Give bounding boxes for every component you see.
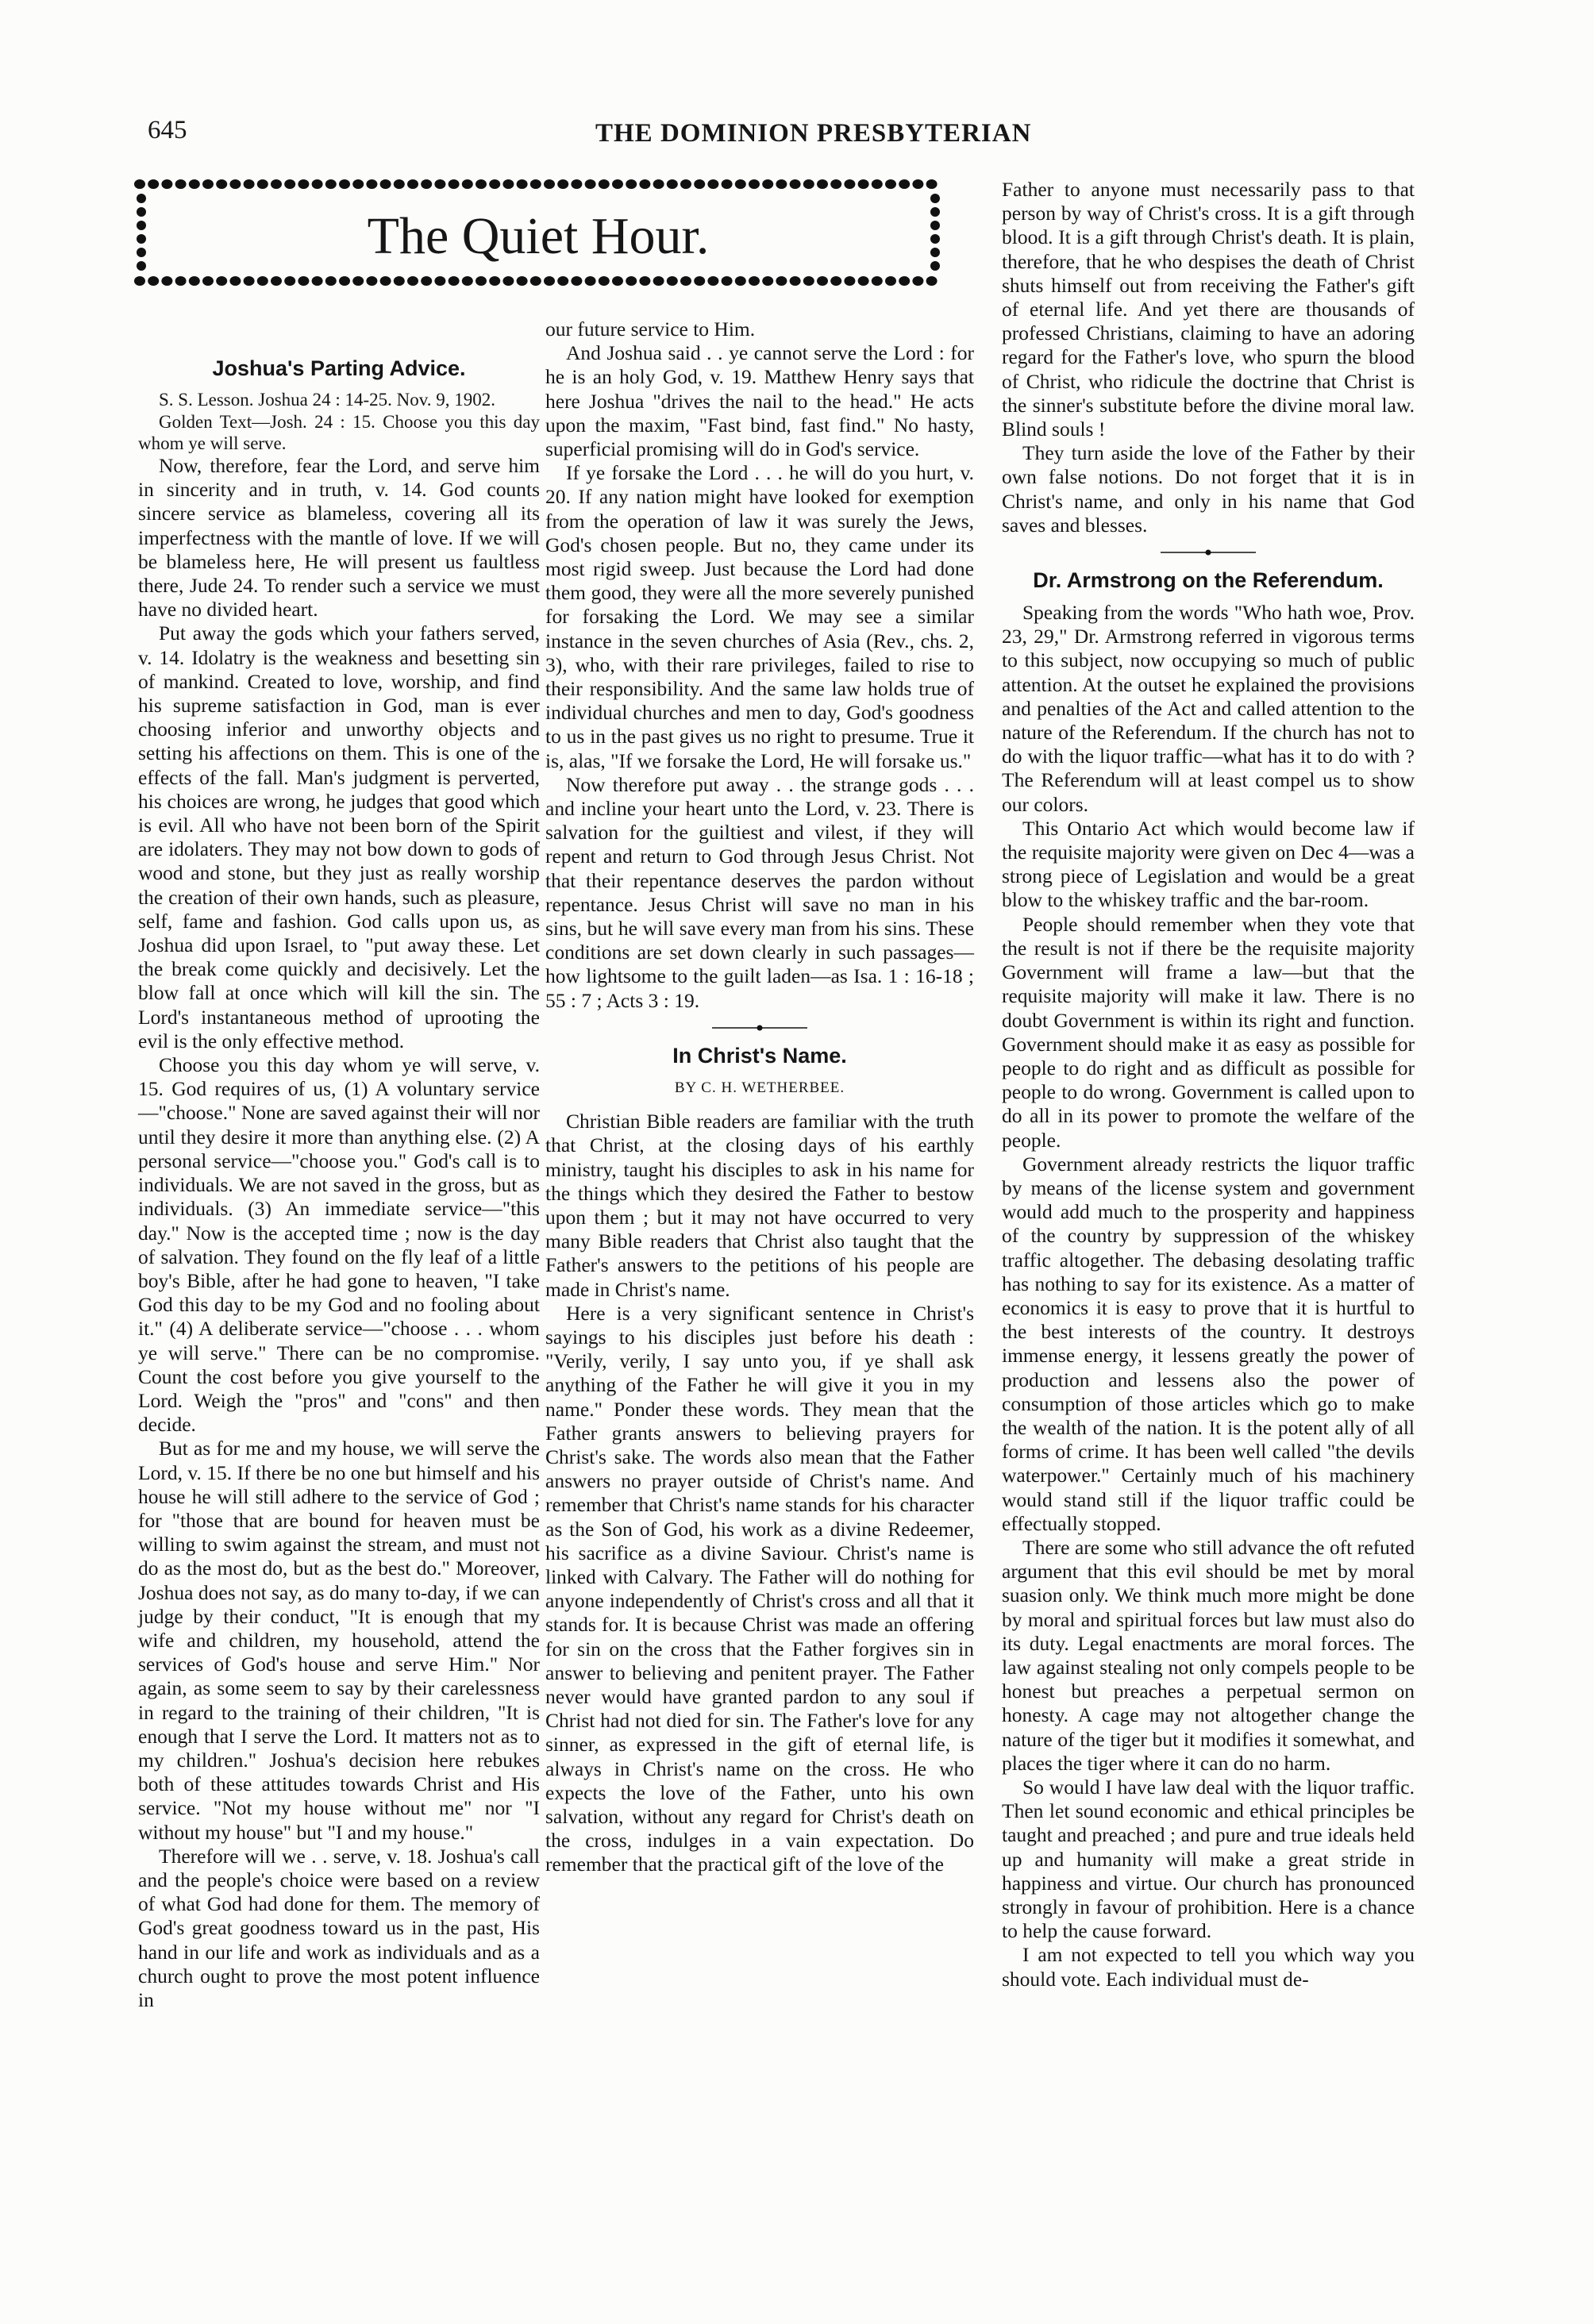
section-separator — [712, 1024, 807, 1032]
ornament-dot — [216, 276, 227, 286]
ornament-dot — [790, 276, 801, 286]
ornament-dot — [667, 276, 678, 286]
ornament-dot — [599, 276, 610, 286]
ornament-dot — [930, 194, 940, 203]
ornament-dot — [202, 276, 214, 286]
ornament-dot — [134, 276, 145, 286]
paragraph: And Joshua said . . ye cannot serve the Lord : for he is an holy God, v. 19. Matthew Henry says that here Joshua "drives the nail to the head." He acts upon the maxim, "Fast bind, fast find." No hasty, superficial promising will do in God's service. — [545, 341, 974, 461]
ornament-dot — [707, 276, 718, 286]
ornament-dot — [844, 276, 855, 286]
banner-title: The Quiet Hour. — [367, 207, 710, 265]
ornament-dot — [599, 179, 610, 189]
ornament-dot — [407, 179, 418, 189]
ornament-dot — [325, 276, 337, 286]
ornament-dot — [872, 179, 883, 189]
paragraph: Now therefore put away . . the strange gods . . . and incline your heart unto the Lord, v. 23. There is salvation for the guiltiest and vilest, if they will repent and return to God through Jesus Christ. Not that their repentance deserves the pardon without repentance. Jesus Christ will save no man in his sins, but he will save every man from his sins. These conditions are set down clearly in such passages—how lightsome to the guilt laden—as Isa. 1 : 16-18 ; 55 : 7 ; Acts 3 : 19. — [545, 772, 974, 1012]
ornament-dot — [366, 179, 377, 189]
ornament-dot — [339, 276, 350, 286]
article-title-christs-name: In Christ's Name. — [672, 1043, 847, 1068]
ornament-dot — [926, 179, 938, 189]
paragraph: People should remember when they vote that the result is not if there be the requisite majority Government will frame a law—but that the requisite majority will make it law. There is no doubt Government is within its right and function. Government should make it as easy as possible for people to do right and as difficult as possible for people to do wrong. Government is called upon to do all in its power to promote the welfare of the people. — [1002, 912, 1415, 1152]
paragraph: Therefore will we . . serve, v. 18. Joshua's call and the people's choice were based on a review of what God had done for them. The memory of God's great goodness toward us in the past, His hand in our life and work as individuals and as a church ought to prove the most potent influence in — [138, 1844, 540, 2011]
ornament-dot — [284, 179, 295, 189]
ornament-dot — [776, 179, 787, 189]
paragraph: Put away the gods which your fathers served, v. 14. Idolatry is the weakness and besetting sin of mankind. Created to love, worship, and find his supreme satisfaction in God, man is ever choosing inferior and unworthy objects and setting his affections on them. This is one of the effects of the fall. Man's judgment is perverted, his choices are wrong, he judges that good which is evil. All who have not been born of the Spirit are idolaters. They may not bow down to gods of wood and stone, but they just as really worship the creation of their own hands, such as pleasure, self, fame and fashion. God calls upon us, as Joshua did upon Israel, to "put away these. Let the break come quickly and decisively. Let the blow fall at once which will kill the sin. The Lord's instantaneous method of uprooting the evil is the only effective method. — [138, 621, 540, 1052]
ornament-dot — [749, 276, 760, 286]
ornament-dot — [844, 179, 855, 189]
ornament-dot — [339, 179, 350, 189]
paragraph: Government already restricts the liquor traffic by means of the license system and government would add much to the prosperity and happiness of the country by suppression of the whiskey traffic altogether. The debasing desolating traffic has nothing to say for its existence. As a matter of economics it is easy to prove that it is hurtful to the best interests of the country. It destroys immense energy, it lessens greatly the power of production and lessens also the power of consumption of those articles which go to make the wealth of the nation. It is the potent ally of all forms of crime. It has been well called "the devils waterpower." Certainly much of his machinery would stand still if the liquor traffic could be effectually stopped. — [1002, 1152, 1415, 1535]
paragraph: They turn aside the love of the Father by their own false notions. Do not forget that it is in Christ's name, and only in his name that God saves and blesses. — [1002, 441, 1415, 537]
ornament-dot — [680, 276, 691, 286]
ornament-dot — [175, 179, 187, 189]
ornament-dot — [571, 276, 582, 286]
ornament-dot — [421, 179, 432, 189]
paragraph: our future service to Him. — [545, 317, 756, 341]
running-head: THE DOMINION PRESBYTERIAN — [595, 119, 1032, 148]
ornament-dot — [352, 276, 364, 286]
ornament-dot — [557, 276, 568, 286]
ornament-dot — [325, 179, 337, 189]
column-2 — [545, 317, 974, 1877]
ornament-dot — [926, 276, 938, 286]
paragraph: But as for me and my house, we will serve the Lord, v. 15. If there be no one but himself and his house he will still adhere to the service of God ; for "those that are bound for heaven must be willing to swim against the stream, and must not do as the most do, but as the best do." Moreover, Joshua does not say, as do many to-day, if we can judge by their conduct, "It is enough that my wife and children, my household, attend the services of God's house and serve Him." Nor again, as some seem to say by their carelessness in regard to the training of their children, "It is enough that I serve the Lord. It matters not as to my children." Joshua's decision here rebukes both of these attitudes towards Christ and His service. "Not my house without me" nor "I without my house" but "I and my house." — [138, 1437, 540, 1844]
ornament-dot — [216, 179, 227, 189]
ornament-dot — [585, 276, 596, 286]
ornament-dot — [298, 179, 309, 189]
ornament-dot — [612, 276, 623, 286]
paragraph: Father to anyone must necessarily pass to that person by way of Christ's cross. It is a gift through blood. It is a gift through Christ's death. It is plain, therefore, that he who despises the death of Christ shuts himself out from receiving the Father's gift of eternal life. And yet there are thousands of professed Christians, claiming to have an adoring regard for the Father's love, who spurn the blood of Christ, who ridicule the doctrine that Christ is the sinner's substitute before the divine moral law. Blind souls ! — [1002, 178, 1415, 441]
ornament-dot — [489, 179, 500, 189]
ornament-dot — [189, 276, 200, 286]
ornament-dot — [421, 276, 432, 286]
ornament-dot — [449, 179, 460, 189]
ornament-dot — [707, 179, 718, 189]
ornament-dot — [394, 179, 405, 189]
paragraph: So would I have law deal with the liquor traffic. Then let sound economic and ethical principles be taught and preached ; and pure and true ideals held up and humanity will make a great stride in happiness and virtue. Our church has pronounced strongly in favour of prohibition. Here is a chance to help the cause forward. — [1002, 1776, 1415, 1943]
ornament-dot — [694, 276, 705, 286]
ornament-dot — [899, 276, 910, 286]
ornament-dot — [189, 179, 200, 189]
ornament-dot — [148, 179, 159, 189]
ornament-dot — [161, 179, 172, 189]
ornament-dot — [544, 179, 555, 189]
ornament-dot — [366, 276, 377, 286]
ornament-dot — [735, 179, 746, 189]
ornament-dot — [148, 276, 159, 286]
ornament-dot — [407, 276, 418, 286]
ornament-dot — [544, 276, 555, 286]
lesson-reference: S. S. Lesson. Joshua 24 : 14-25. Nov. 9, 1902. — [159, 390, 496, 410]
paragraph: I am not expected to tell you which way you should vote. Each individual must de- — [1002, 1943, 1415, 1991]
ornament-dot — [749, 179, 760, 189]
ornament-dot — [872, 276, 883, 286]
ornament-dot — [653, 276, 664, 286]
ornament-dot — [762, 179, 773, 189]
ornament-dot — [380, 276, 391, 286]
ornament-dot — [244, 179, 255, 189]
ornament-dot — [137, 194, 146, 203]
ornament-dot — [722, 179, 733, 189]
ornament-dot — [380, 179, 391, 189]
paragraph: Now, therefore, fear the Lord, and serve him in sincerity and in truth, v. 14. God counts sincere service as blameless, covering all its imperfectness with the mantle of love. If we will be blameless here, He will present us faultless there, Jude 24. To render such a service we must have no divided heart. — [138, 454, 540, 621]
ornament-dot — [462, 179, 473, 189]
ornament-dot — [161, 276, 172, 286]
ornament-dot — [271, 276, 282, 286]
ornament-dot — [502, 179, 514, 189]
paragraph: Here is a very significant sentence in Christ's sayings to his disciples just before his death : "Verily, verily, I say unto you, if ye shall ask anything of the Father he will give it you in my name." Ponder these words. They mean that the Father grants answers to believing prayers for Christ's sake. The words also mean that the Father answers no prayer outside of Christ's name. And remember that Christ's name stands for his character as the Son of God, his work as a divine Redeemer, his sacrifice as a divine Saviour. Christ's name is linked with Calvary. The Father will do nothing for anyone independently of Christ's cross and all that it stands for. It is because Christ was made an offering for sin on the cross that the Father forgives sin in answer to believing and penitent prayer. The Father never would have granted pardon to any soul if Christ had not died for sin. The Father's love for any sinner, as expressed in the gift of eternal life, is always in Christ's name on the cross. He who expects the love of the Father, unto his own salvation, without any regard for Christ's death on the cross, indulges in a vain expectation. Do remember that the practical gift of the love of the — [545, 1301, 974, 1876]
ornament-dot — [885, 179, 896, 189]
ornament-dot — [298, 276, 309, 286]
ornament-dot — [735, 276, 746, 286]
ornament-dot — [557, 179, 568, 189]
column-3 — [1002, 178, 1415, 1991]
ornament-dot — [912, 179, 923, 189]
ornament-dot — [271, 179, 282, 189]
ornament-dot — [639, 179, 650, 189]
ornament-dot — [352, 179, 364, 189]
ornament-dot — [244, 276, 255, 286]
ornament-dot — [585, 179, 596, 189]
ornament-dot — [803, 276, 814, 286]
ornament-dot — [626, 179, 637, 189]
ornament-dot — [476, 179, 487, 189]
ornament-dot — [312, 179, 323, 189]
ornament-dot — [858, 276, 869, 286]
ornament-dot — [202, 179, 214, 189]
ornament-dot — [517, 276, 528, 286]
section-separator — [1161, 548, 1256, 556]
page-number: 645 — [148, 116, 187, 144]
ornament-dot — [912, 276, 923, 286]
ornament-dot — [776, 276, 787, 286]
ornament-dot — [830, 179, 841, 189]
ornament-dot — [817, 179, 828, 189]
paragraph: This Ontario Act which would become law if the requisite majority were given on Dec 4—was a strong piece of Legislation and would be a great blow to the whiskey traffic and the bar-room. — [1002, 816, 1415, 912]
ornament-dot — [612, 179, 623, 189]
ornament-dot — [858, 179, 869, 189]
ornament-dot — [530, 276, 541, 286]
column-1 — [138, 356, 540, 2012]
article-title-referendum: Dr. Armstrong on the Referendum. — [1033, 568, 1384, 593]
paragraph: Choose you this day whom ye will serve, v. 15. God requires of us, (1) A voluntary service—"choose." None are saved against their will nor until they desire it more than anything else. (2) A personal service—"choose you." God's call is to individuals. We are not saved in the gross, but as individuals. (3) An immediate service—"this day." Now is the accepted time ; now is the day of salvation. They found on the fly leaf of a little boy's Bible, after he had gone to heaven, "I take God this day to be my God and no fooling about it." (4) A deliberate service—"choose . . . whom ye will serve." There can be no compromise. Count the cost before you give yourself to the Lord. Weigh the "pros" and "cons" and then decide. — [138, 1053, 540, 1437]
ornament-dot — [680, 179, 691, 189]
paragraph: Speaking from the words "Who hath woe, Prov. 23, 29," Dr. Armstrong referred in vigorous terms to this subject, now occupying so much of public attention. At the outset he explained the provisions and penalties of the Act and called attention to the nature of the Referendum. If the church has not to do with the liquor traffic—what has it to do with ? The Referendum will at least compel us to show our colors. — [1002, 601, 1415, 816]
ornament-dot — [790, 179, 801, 189]
paragraph: If ye forsake the Lord . . . he will do you hurt, v. 20. If any nation might have looked for exemption from the operation of law it was surely the Jews, God's chosen people. But no, they came under its most rigid sweep. Just because the Lord had done them good, they were all the more severely punished for forsaking the Lord. We may see a similar instance in the seven churches of Asia (Rev., chs. 2, 3), who, with their rare privileges, failed to rise to their responsibility. And the same law holds true of individual churches and men to day, God's goodness to us in the past gives us no right to presume. True it is, alas, "If we forsake the Lord, He will forsake us." — [545, 461, 974, 772]
ornament-dot — [667, 179, 678, 189]
ornament-dot — [626, 276, 637, 286]
ornament-dot — [530, 179, 541, 189]
quiet-hour-banner — [132, 173, 945, 290]
golden-text: Golden Text—Josh. 24 : 15. Choose you this day whom ye will serve. — [138, 412, 540, 453]
ornament-dot — [476, 276, 487, 286]
ornament-dot — [434, 179, 445, 189]
ornament-dot — [394, 276, 405, 286]
ornament-dot — [899, 179, 910, 189]
ornament-dot — [885, 276, 896, 286]
ornament-dot — [462, 276, 473, 286]
ornament-dot — [694, 179, 705, 189]
ornament-dot — [571, 179, 582, 189]
ornament-dot — [175, 276, 187, 286]
ornament-dot — [830, 276, 841, 286]
ornament-dot — [722, 276, 733, 286]
ornament-dot — [653, 179, 664, 189]
ornament-dot — [257, 179, 268, 189]
ornament-dot — [434, 276, 445, 286]
ornament-dot — [517, 179, 528, 189]
ornament-dot — [312, 276, 323, 286]
paragraph: Christian Bible readers are familiar with the truth that Christ, at the closing days of his earthly ministry, taught his disciples to ask in his name for the things which they desired the Father to bestow upon them ; but it may not have occurred to very many Bible readers that Christ also taught that the Father's answers to the petitions of his people are made in Christ's name. — [545, 1110, 974, 1301]
byline: BY C. H. WETHERBEE. — [674, 1079, 845, 1096]
ornament-dot — [817, 276, 828, 286]
ornament-dot — [489, 276, 500, 286]
article-title-joshua: Joshua's Parting Advice. — [212, 356, 466, 380]
ornament-dot — [639, 276, 650, 286]
ornament-dot — [134, 179, 145, 189]
ornament-dot — [284, 276, 295, 286]
ornament-dot — [229, 276, 241, 286]
ornament-dot — [257, 276, 268, 286]
ornament-dot — [502, 276, 514, 286]
ornament-dot — [803, 179, 814, 189]
ornament-dot — [449, 276, 460, 286]
ornament-dot — [229, 179, 241, 189]
paragraph: There are some who still advance the oft refuted argument that this evil should be met by moral suasion only. We think much more might be done by moral and spiritual forces but law must also do its duty. Legal enactments are moral forces. The law against stealing not only compels people to be honest but preaches a perpetual sermon on honesty. A cage may not altogether change the nature of the tiger but it modifies it somewhat, and places the tiger where it can do no harm. — [1002, 1535, 1415, 1775]
ornament-dot — [762, 276, 773, 286]
